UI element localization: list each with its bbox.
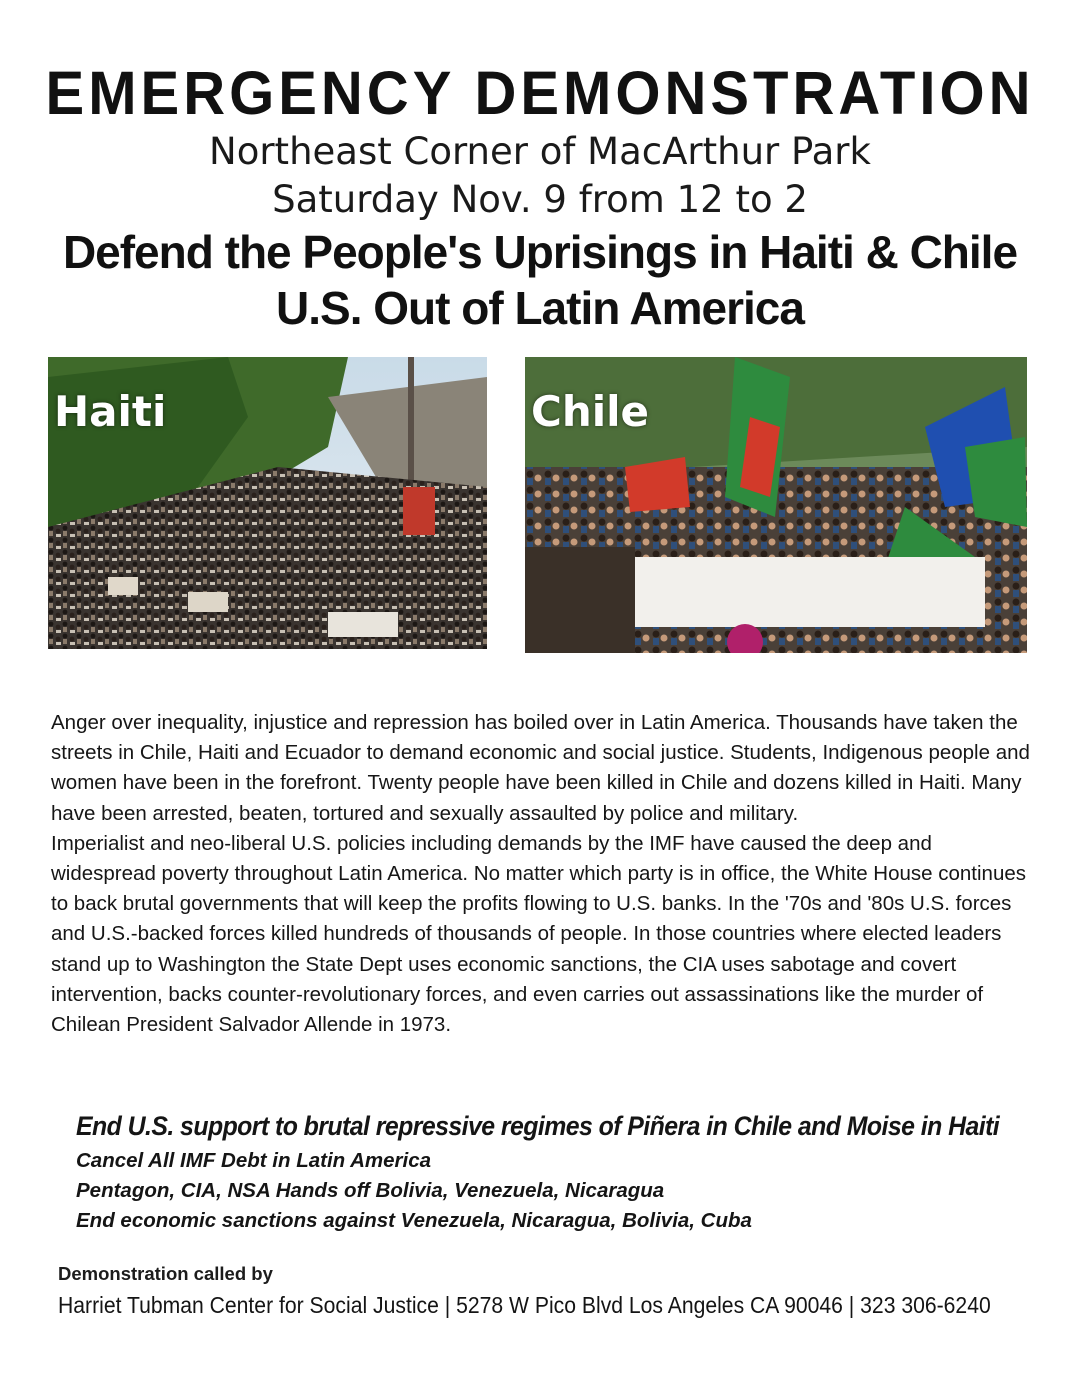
footer [58,1261,1058,1323]
demand-item: Cancel All IMF Debt in Latin America [76,1149,432,1172]
demands-list [76,1106,1056,1236]
demand-main: End U.S. support to brutal repressive regimes of Piñera in Chile and Moise in Haiti [76,1111,1000,1141]
date-time-line: Saturday Nov. 9 from 12 to 2 [272,178,808,221]
called-by-label: Demonstration called by [58,1263,273,1284]
flyer-header [0,60,1080,336]
chile-label: Chile [531,387,650,436]
paragraph-us-policies: Imperialist and neo-liberal U.S. policies including demands by the IMF have caused the deep and widespread poverty throughout Latin America. No matter which party is in office, the White House continues to back brutal governments that will keep the profits flowing to U.S. banks. In the '70s and '80s U.S. forces and U.S.-backed forces killed hundreds of thousands of people. In those countries where elected leaders stand up to Washington the State Dept uses economic sanctions, the CIA uses sabotage and covert intervention, backs counter-revolutionary forces, and even carries out assassinations like the murder of Chilean President Salvador Allende in 1973. [51,831,1027,1037]
slogan-line-1: Defend the People's Uprisings in Haiti & Chile [62,226,1018,278]
haiti-label: Haiti [54,387,167,436]
paragraph-inequality: Anger over inequality, injustice and repression has boiled over in Latin America. Thousands have taken the streets in Chile, Haiti and Ecuador to demand economic and social justice. Students, Indigenous people and women have been in the forefront. Twenty people have been killed in Chile and dozens killed in Haiti. Many have been arrested, beaten, tortured and sexually assaulted by police and military. [51,711,1030,825]
demand-item: Pentagon, CIA, NSA Hands off Bolivia, Venezuela, Nicaragua [76,1179,665,1202]
haiti-protest-photo [48,357,487,649]
organizer-contact: Harriet Tubman Center for Social Justice | 5278 W Pico Blvd Los Angeles CA 90046 | 323 306-6240 [58,1292,991,1318]
body-text [51,708,1036,1040]
location-line: Northeast Corner of MacArthur Park [209,130,871,173]
demand-item: End economic sanctions against Venezuela, Nicaragua, Bolivia, Cuba [76,1209,752,1232]
slogan-line-2: U.S. Out of Latin America [276,282,804,334]
headline: EMERGENCY DEMONSTRATION [45,59,1035,128]
chile-protest-photo [525,357,1027,653]
